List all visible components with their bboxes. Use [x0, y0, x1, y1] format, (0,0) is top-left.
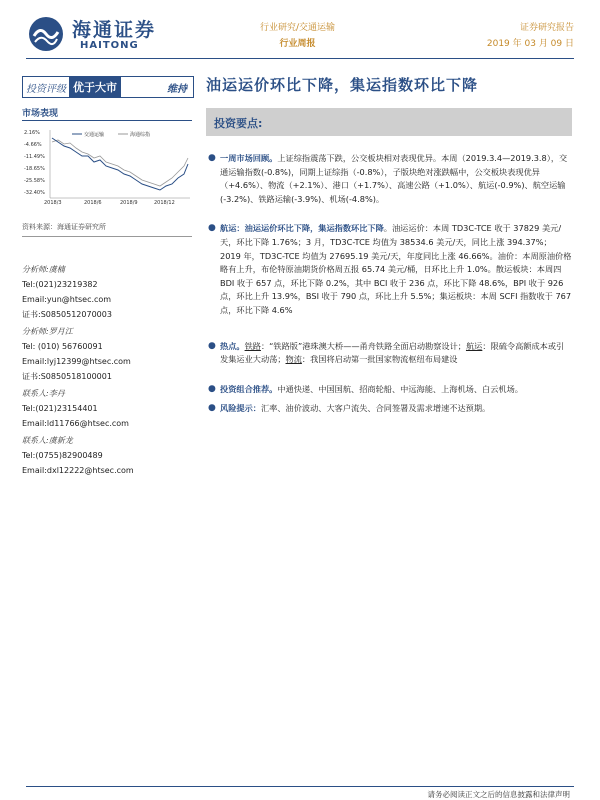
analyst-tel: Tel:(021)23154401 — [22, 404, 98, 413]
hotspot-ship-text: ：限硫令高额成本或引发集运业大动荡； — [220, 340, 565, 365]
y-tick-label: -32.40% — [24, 190, 45, 196]
analyst-entry — [22, 433, 192, 478]
point-heading: 航运：油运运价环比下降，集运指数环比下降 — [220, 223, 384, 234]
analyst-tel: Tel:(0755)82900489 — [22, 451, 103, 460]
x-tick-label: 2018/3 — [44, 200, 62, 206]
point-heading: 热点。 — [220, 340, 245, 351]
key-points-title: 投资要点: — [214, 117, 263, 130]
analyst-entry — [22, 324, 192, 384]
point-body: 。油运运价：本周 TD3C-TCE 收于 37829 美元/天，环比下降 1.76%；3 月，TD3C-TCE 均值为 38534.6 美元/天，同比上涨 394.37%；2019 年，TD3C-TCE 均值为 27695.19 美元/天，年度同比上涨 46.66%。油价：本周原油价格略有上升，布伦特原油期货价格周五报 65.74 美元/桶，日环比上升 1.0%。散运板块：本周四 BDI 收于 657 点，环比下降 0.2%，其中 BCI 收于 236 点，环比下降 48.6%，BPI 收于 926 点，环比上升 13.9%，BSI 收于 790 点，环比上升 5.5%；集运板块：本周 SCFI 指数收于 767 点，环比下降 4.6% — [220, 223, 572, 315]
haitong-logo — [26, 14, 176, 56]
header-center — [260, 20, 335, 52]
point-heading: 投资组合推荐。 — [220, 383, 278, 394]
market-performance-chart — [22, 126, 194, 216]
analyst-tel: Tel: (010) 56760091 — [22, 342, 103, 351]
header-right — [487, 20, 574, 52]
market-divider — [22, 120, 192, 121]
point-risk — [206, 402, 572, 416]
bullet-icon: ● — [208, 223, 216, 234]
hotspot-logistics-label: 物流 — [285, 354, 302, 365]
legend-index: 海通综指 — [130, 132, 151, 138]
series-line-transport — [52, 138, 188, 190]
analyst-email[interactable]: Email:yun@htsec.com — [22, 295, 112, 304]
point-heading: 风险提示： — [220, 403, 261, 414]
series-line-index — [52, 140, 188, 186]
source-divider — [22, 236, 192, 237]
header-divider — [26, 58, 574, 59]
y-tick-label: -4.66% — [24, 142, 42, 148]
bullet-icon: ● — [208, 153, 216, 163]
footer-divider — [26, 786, 574, 787]
point-body: 汇率、油价波动、大客户流失、合同签署及需求增速不达预期。 — [260, 403, 491, 414]
legend-transport: 交通运输 — [84, 132, 105, 138]
analyst-email[interactable]: Email:ld11766@htsec.com — [22, 419, 129, 428]
hotspot-rail-text: ：“铁路版”港珠澳大桥——甬舟铁路全面启动勘察设计； — [260, 340, 466, 351]
x-tick-label: 2018/12 — [154, 200, 175, 206]
analyst-list — [22, 262, 192, 480]
footer-disclaimer: 请务必阅读正文之后的信息披露和法律声明 — [427, 790, 570, 799]
x-tick-label: 2018/6 — [84, 200, 102, 206]
point-hotspots — [206, 340, 572, 367]
analyst-name: 分析师:虞楠 — [22, 265, 65, 274]
hotspot-rail-label: 铁路 — [244, 340, 261, 351]
y-tick-label: -18.65% — [24, 166, 45, 172]
bullet-icon: ● — [208, 340, 216, 351]
analyst-email[interactable]: Email:lyj12399@htsec.com — [22, 357, 131, 366]
point-heading: 一周市场回顾。 — [220, 153, 278, 163]
report-date: 2019 年 03 月 09 日 — [486, 39, 574, 49]
point-portfolio — [206, 383, 572, 397]
analyst-entry — [22, 262, 192, 322]
report-class-label: 证券研究报告 — [519, 23, 574, 33]
y-tick-label: -11.49% — [24, 154, 45, 160]
rating-action: 维持 — [167, 83, 187, 95]
report-title: 油运运价环比下降，集运指数环比下降 — [206, 76, 479, 94]
rating-value: 优于大市 — [69, 77, 121, 97]
bullet-icon: ● — [208, 403, 216, 414]
analyst-name: 联系人:李丹 — [22, 389, 65, 398]
analyst-tel: Tel:(021)23219382 — [22, 280, 98, 289]
logo-chinese-name: 海通证券 — [72, 19, 157, 41]
logo-english-name: HAITONG — [80, 40, 139, 51]
analyst-cert: 证书:S0850512070003 — [22, 310, 112, 319]
chart-source: 资料来源：海通证券研究所 — [22, 223, 106, 231]
key-points-list — [206, 152, 572, 432]
point-shipping — [206, 222, 572, 317]
market-heading: 市场表现 — [22, 109, 59, 119]
analyst-name: 联系人:虞新龙 — [22, 436, 73, 445]
point-market-review — [206, 152, 572, 206]
x-tick-label: 2018/9 — [120, 200, 138, 206]
point-body: 中通快递、中国国航、招商轮船、中远海能、上海机场、白云机场。 — [277, 383, 523, 394]
analyst-cert: 证书:S0850518100001 — [22, 372, 112, 381]
y-tick-label: -25.58% — [24, 178, 45, 184]
rating-label: 投资评级 — [26, 83, 66, 95]
analyst-email[interactable]: Email:dxl12222@htsec.com — [22, 466, 134, 475]
industry-label: 行业研究/交通运输 — [260, 23, 336, 33]
analyst-entry — [22, 386, 192, 431]
hotspot-logistics-text: ：我国将启动第一批国家物流枢纽布局建设 — [301, 354, 458, 365]
rating-box — [22, 76, 194, 98]
y-tick-label: 2.16% — [24, 130, 40, 136]
hotspot-ship-label: 航运 — [465, 340, 483, 351]
analyst-name: 分析师:罗月江 — [22, 327, 73, 336]
point-body: 上证综指震荡下跌，公交板块相对表现优异。本周（2019.3.4—2019.3.8），交通运输指数(-0.8%)，同期上证综指（-0.8%），子版块绝对涨跌幅中，公交板块表现优异（+4.6%）、物流（+2.1%）、港口（+1.7%）、高速公路（+1.0%）、航运(-0.9%)、航空运输(-3.2%)、铁路运输(-3.9%)、机场(-4.8%)。 — [220, 153, 568, 204]
bullet-icon: ● — [208, 383, 216, 394]
report-type-label: 行业周报 — [279, 39, 316, 49]
